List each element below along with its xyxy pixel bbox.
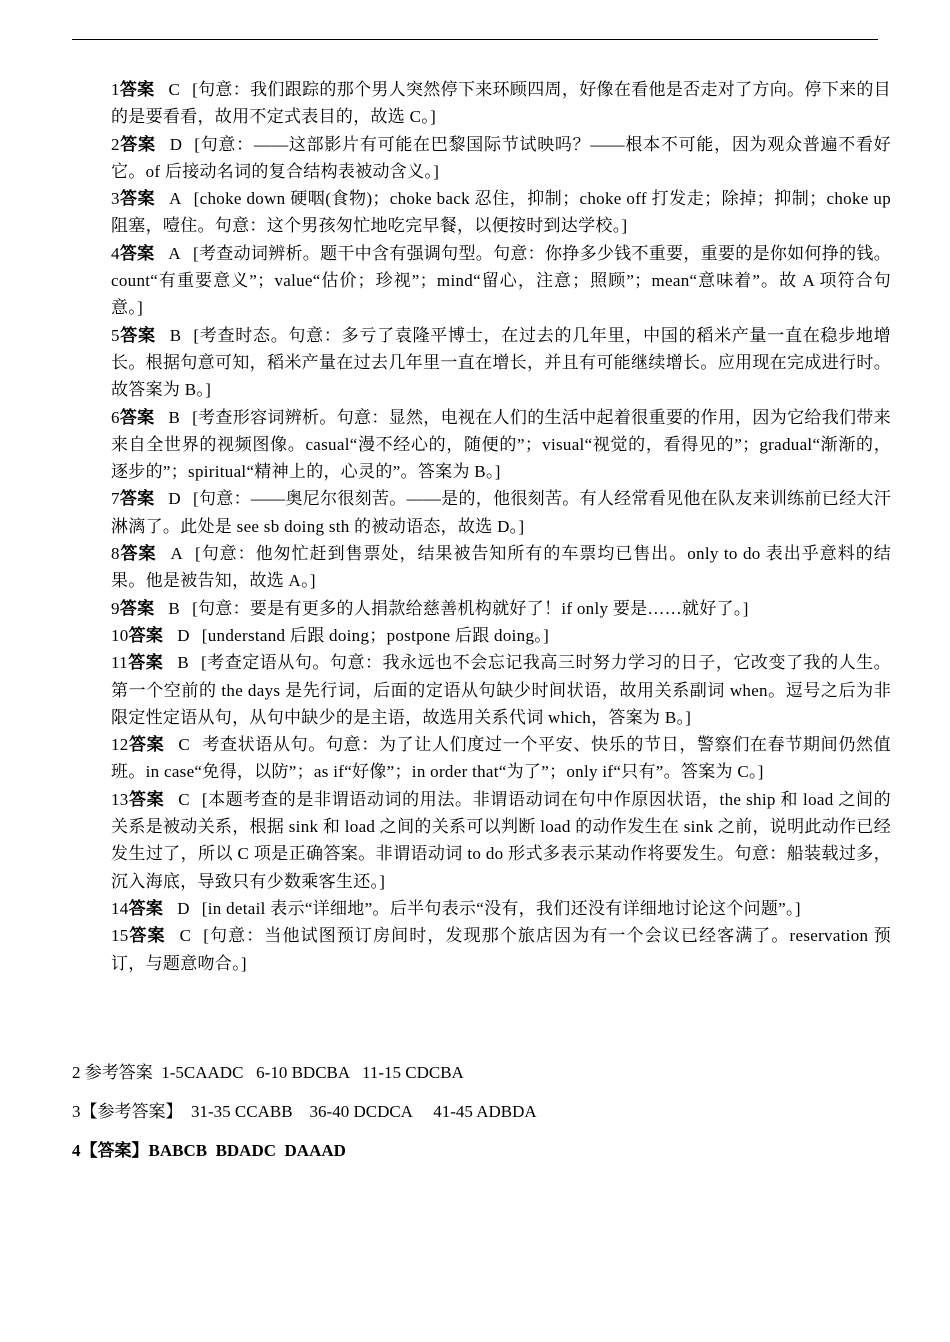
answer-number: 11 bbox=[111, 653, 128, 673]
answer-number: 1 bbox=[111, 80, 120, 99]
answer-number: 4 bbox=[111, 243, 120, 263]
answer-item bbox=[111, 622, 891, 649]
header-rule bbox=[72, 39, 878, 40]
answer-explanation: [句意：——奥尼尔很刻苦。——是的，他很刻苦。有人经常看见他在队友来训练前已经大汗淋漓了。此处是 see sb doing sth 的被动语态，故选 D。] bbox=[111, 489, 891, 536]
answer-item bbox=[111, 731, 891, 786]
answer-number: 15 bbox=[111, 926, 129, 946]
answer-explanation: [考查形容词辨析。句意：显然，电视在人们的生活中起着很重要的作用，因为它给我们带来来自全世界的视频图像。casual“漫不经心的，随便的”；visual“视觉的，看得见的”；gradual“渐渐的，逐步的”；spiritual“精神上的，心灵的”。答案为 B。] bbox=[111, 407, 891, 482]
answer-list bbox=[111, 76, 891, 977]
answer-item bbox=[111, 922, 891, 977]
answer-number: 3 bbox=[111, 189, 120, 209]
summary-line-2: 2 参考答案 1-5CAADC 6-10 BDCBA 11-15 CDCBA bbox=[72, 1063, 464, 1082]
answer-label: 答案 bbox=[119, 134, 156, 154]
answer-choice: B bbox=[168, 598, 181, 618]
answer-choice: A bbox=[170, 544, 184, 564]
answer-label: 答案 bbox=[128, 926, 166, 946]
answer-label: 答案 bbox=[119, 243, 155, 263]
answer-explanation: [句意：要是有更多的人捐款给慈善机构就好了！if only 要是……就好了。] bbox=[192, 598, 749, 618]
answer-explanation: [本题考查的是非谓语动词的用法。非谓语动词在句中作原因状语，the ship 和 load 之间的关系是被动关系，根据 sink 和 load 之间的关系可以判断 load 的动作发生在 sink 之前，说明此动作已经发生过了，所以 C 项是正确答案。非谓语动词 to do 形式多表示某动作将要发生。句意：船装载过多，沉入海底，导致只有少数乘客生还。] bbox=[111, 789, 891, 891]
answer-explanation: [考查定语从句。句意：我永远也不会忘记我高三时努力学习的日子，它改变了我的人生。第一个空前的 the days 是先行词，后面的定语从句缺少时间状语，故用关系副词 when。逗号之后为非限定性定语从句，从句中缺少的是主语，故选用关系代词 which，答案为 B。] bbox=[111, 653, 891, 727]
answer-explanation: [choke down 硬咽(食物)；choke back 忍住，抑制；choke off 打发走；除掉；抑制；choke up 阻塞，噎住。句意：这个男孩匆忙地吃完早餐，以便按时到达学校。] bbox=[111, 189, 891, 236]
answer-number: 10 bbox=[111, 625, 129, 645]
answer-label: 答案 bbox=[119, 544, 157, 564]
summary-line-4: 4【答案】BABCB BDADC DAAAD bbox=[72, 1141, 346, 1160]
answer-choice: A bbox=[168, 243, 181, 263]
answer-item bbox=[111, 540, 891, 595]
answer-label: 答案 bbox=[119, 598, 155, 618]
answer-explanation: [考查时态。句意：多亏了袁隆平博士，在过去的几年里，中国的稻米产量一直在稳步地增长。根据句意可知，稻米产量在过去几年里一直在增长，并且有可能继续增长。应用现在完成进行时。故答案为 B。] bbox=[111, 325, 891, 400]
answer-choice: D bbox=[177, 898, 190, 918]
answer-number: 5 bbox=[111, 325, 120, 345]
answer-label: 答案 bbox=[119, 80, 155, 99]
answer-label: 答案 bbox=[127, 653, 164, 673]
summary-line-3: 3【参考答案】 31-35 CCABB 36-40 DCDCA 41-45 ADBDA bbox=[72, 1102, 537, 1121]
answer-label: 答案 bbox=[119, 489, 155, 509]
answer-choice: C bbox=[178, 789, 190, 809]
answer-item bbox=[111, 649, 891, 731]
answer-choice: B bbox=[168, 407, 181, 427]
answer-choice: C bbox=[179, 926, 192, 946]
answer-choice: D bbox=[169, 134, 183, 154]
answer-item bbox=[111, 240, 891, 322]
answer-number: 12 bbox=[111, 735, 129, 755]
answer-item bbox=[111, 76, 891, 131]
answer-label: 答案 bbox=[128, 898, 164, 918]
answer-choice: D bbox=[177, 625, 190, 645]
answer-explanation: [句意：我们跟踪的那个男人突然停下来环顾四周，好像在看他是否走对了方向。停下来的目的是要看看，故用不定式表目的，故选 C。] bbox=[111, 80, 891, 127]
answer-number: 14 bbox=[111, 898, 129, 918]
answer-label: 答案 bbox=[128, 625, 164, 645]
answer-item bbox=[111, 786, 891, 895]
answer-choice: C bbox=[168, 80, 181, 99]
answer-number: 13 bbox=[111, 789, 129, 809]
answer-item bbox=[111, 404, 891, 486]
answer-label: 答案 bbox=[128, 735, 165, 755]
answer-explanation: [句意：他匆忙赶到售票处，结果被告知所有的车票均已售出。only to do 表出乎意料的结果。他是被告知，故选 A。] bbox=[111, 544, 891, 591]
answer-explanation: [句意：当他试图预订房间时，发现那个旅店因为有一个会议已经客满了。reservation 预订，与题意吻合。] bbox=[111, 926, 891, 973]
answer-choice: B bbox=[169, 325, 182, 345]
answer-explanation: [in detail 表示“详细地”。后半句表示“没有，我们还没有详细地讨论这个问题”。] bbox=[201, 898, 801, 918]
answer-choice: A bbox=[169, 189, 182, 209]
answer-item bbox=[111, 595, 891, 622]
answer-number: 6 bbox=[111, 407, 120, 427]
answer-choice: D bbox=[168, 489, 181, 509]
answer-number: 2 bbox=[111, 134, 120, 154]
answer-explanation: [考查动词辨析。题干中含有强调句型。句意：你挣多少钱不重要，重要的是你如何挣的钱。count“有重要意义”；value“估价；珍视”；mind“留心，注意；照顾”；mean“意味着”。故 A 项符合句意。] bbox=[111, 243, 891, 318]
answer-item bbox=[111, 322, 891, 404]
answer-item bbox=[111, 131, 891, 186]
answer-number: 7 bbox=[111, 489, 120, 509]
answer-label: 答案 bbox=[119, 407, 155, 427]
answer-label: 答案 bbox=[128, 789, 165, 809]
answer-explanation: [句意：——这部影片有可能在巴黎国际节试映吗？——根本不可能，因为观众普遍不看好它。of 后接动名词的复合结构表被动含义。] bbox=[111, 134, 891, 181]
answer-label: 答案 bbox=[119, 325, 156, 345]
answer-number: 9 bbox=[111, 598, 120, 618]
answer-label: 答案 bbox=[119, 189, 156, 209]
answer-explanation: 考查状语从句。句意：为了让人们度过一个平安、快乐的节日，警察们在春节期间仍然值班。in case“免得，以防”；as if“好像”；in order that“为了”；only if“只有”。答案为 C。] bbox=[111, 735, 891, 782]
answer-choice: B bbox=[177, 653, 189, 673]
answer-explanation: [understand 后跟 doing；postpone 后跟 doing。] bbox=[201, 625, 550, 645]
answer-number: 8 bbox=[111, 544, 120, 564]
answer-choice: C bbox=[178, 735, 190, 755]
answer-item bbox=[111, 895, 891, 922]
answer-item bbox=[111, 485, 891, 540]
answer-item bbox=[111, 185, 891, 240]
